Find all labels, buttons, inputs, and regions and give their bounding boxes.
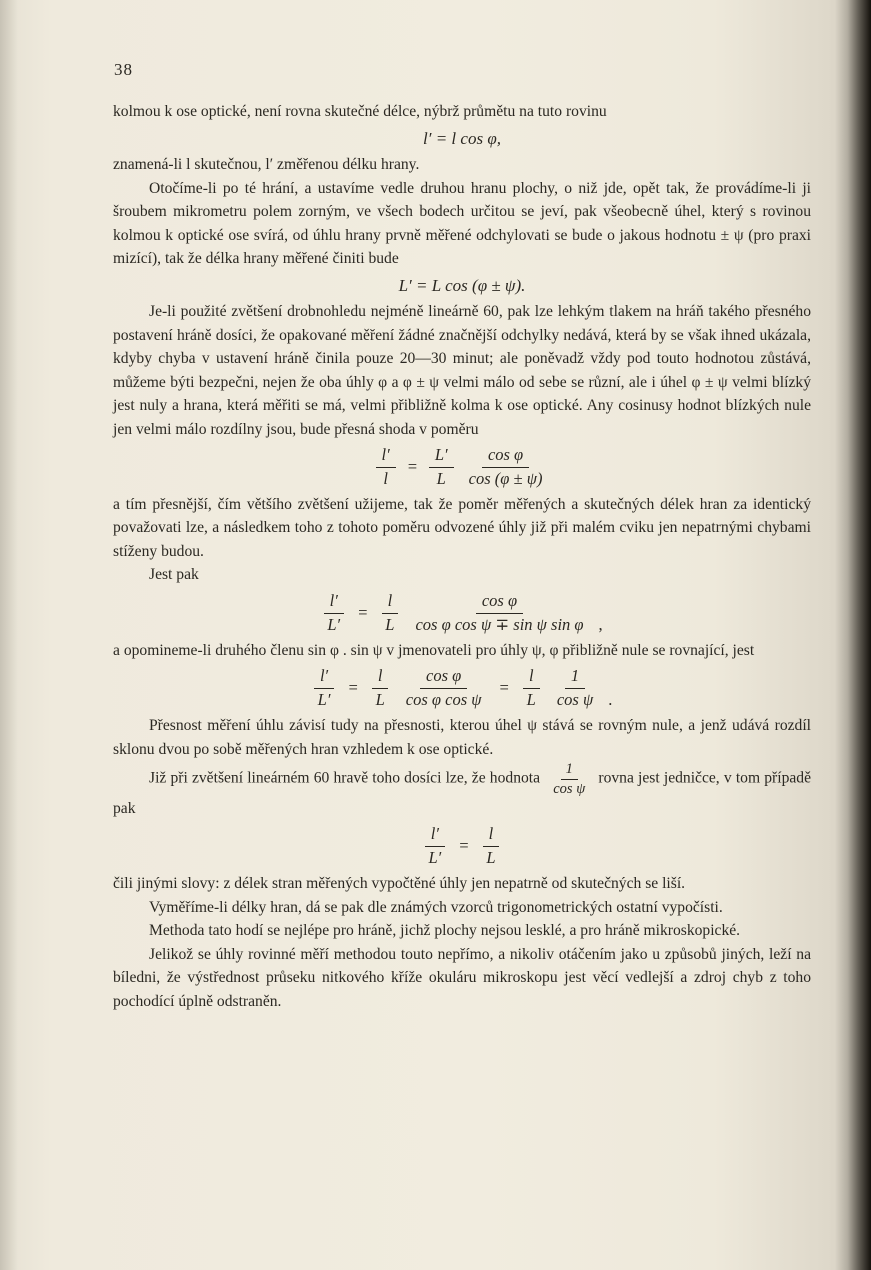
fraction: $\frac{l'}{l}$ (376, 446, 396, 489)
fraction: $\frac{l}{L}$ (521, 667, 542, 710)
paragraph: čili jinými slovy: z délek stran měřených vypočtěné úhly jen nepatrně od skutečných se liší. (113, 875, 686, 893)
paragraph (113, 761, 811, 820)
equals-sign: = (406, 456, 418, 476)
formula-punctuation: . (608, 690, 613, 710)
paragraph: Methoda tato hodí se nejlépe pro hráně, jichž plochy nejsou lesklé, a pro hráně mikroskopické. (149, 922, 741, 940)
fraction: $\frac{\text{cos φ}}{\text{cos φ cos ψ ∓ sin ψ sin φ}}$ (415, 590, 584, 634)
formula-simplified (113, 667, 811, 710)
paragraph: Otočíme-li po té hrání, a ustavíme vedle druhou hranu plochy, o niž jde, opět tak, že provádíme-li ji šroubem mikrometru polem zorným, ve všech bodech určitou se jeví, pak všeobecně úhel, který s rovinou kolmou k optické ose svírá, od úhlu hrany prvně měřené odchylovati se bude o jakous hodnotu ± ψ (pro praxi mizící), tak že délka hrany měřené činiti bude (113, 179, 811, 267)
page-left-edge-shadow (0, 0, 18, 1270)
page-content (113, 100, 811, 1013)
paragraph: Jest pak (149, 566, 199, 584)
paragraph: Vyměříme-li délky hran, dá se pak dle známých vzorců trigonometrických ostatní vypočísti. (149, 898, 723, 916)
paragraph: Je-li použité zvětšení drobnohledu nejméně lineárně 60, pak lze lehkým tlakem na hráň takého přesného postavení hráně dosíci, že opakované měření žádné značnější odchylky nedává, která by se však ihned ukázala, kdyby chyba v ustavení hráně činila pouze 20—30 minut; ale poněvadž vždy pod touto hodnotou zůstává, můžeme býti bezpečni, nejen že oba úhly φ a φ ± ψ velmi málo od sebe se různí, ale i úhel φ ± ψ velmi blízký jest nuly a hrana, která měřiti se má, velmi přibližně kolma k ose optické. Any cosinusy hodnot blízkých nule jen velmi málo rozdílny jsou, bude přesná shoda v poměru (113, 303, 811, 438)
fraction: $\frac{l}{L}$ (379, 592, 400, 635)
paragraph: a opomineme-li druhého členu sin φ . sin ψ v jmenovateli pro úhly ψ, φ přibližně nule se rovnající, jest (113, 641, 755, 659)
fraction: $\frac{l}{L}$ (480, 825, 501, 868)
fraction: $\frac{l'}{L'}$ (422, 825, 447, 868)
equals-sign: = (498, 678, 510, 698)
equals-sign: = (347, 678, 359, 698)
paragraph: Jelikož se úhly rovinné měří methodou touto nepřímo, a nikoliv otáčením jako u způsobů jiných, leží na bíledni, že výstřednost průseku nitkového kříže okuláru mikroskopu jest věcí vedlejší a zdroj chyb z toho pochodící úplně odstraněn. (113, 945, 811, 1010)
fraction: $\frac{1}{\text{cos ψ}}$ (556, 666, 594, 710)
paragraph: kolmou k ose optické, není rovna skutečné délce, nýbrž průmětu na tuto rovinu (113, 103, 607, 120)
paragraph-text: rovna jest jedničce, v tom případě pak (113, 769, 812, 817)
book-binding-shadow (835, 0, 871, 1270)
fraction: $\frac{l'}{L'}$ (321, 592, 346, 635)
fraction: $\frac{\text{cos φ}}{\text{cos φ cos ψ}}$ (405, 666, 482, 710)
page-number: 38 (114, 60, 133, 79)
formula-punctuation: , (598, 614, 603, 634)
formula-ratio-cosines (113, 446, 811, 489)
formula-L-cos-phi-psi: L′ = L cos (φ ± ψ). (398, 275, 526, 295)
fraction: $\frac{L'}{L}$ (429, 446, 454, 489)
paragraph: a tím přesnější, čím většího zvětšení užijeme, tak že poměr měřených a skutečných délek hran za identický považovati lze, a následkem toho z tohoto poměru odvozené úhly již při malém cviku jen nepatrnými chybami stíženy budou. (113, 495, 811, 560)
formula-final-ratio (113, 825, 811, 868)
fraction: $\frac{l'}{L'}$ (312, 667, 337, 710)
paragraph: znamená-li l skutečnou, l′ změřenou délku hrany. (113, 156, 420, 173)
equals-sign: = (357, 602, 369, 622)
paragraph-text: Již při zvětšení lineárném 60 hravě toho dosíci lze, že hodnota (149, 769, 541, 787)
paragraph: Přesnost měření úhlu závisí tudy na přesnosti, kterou úhel ψ stává se rovným nule, a jenž udává rozdíl sklonu dvou po sobě měřených hran vzhledem k ose optické. (113, 717, 811, 758)
formula-cos-expansion (113, 592, 811, 635)
inline-fraction: $\frac{1}{\text{cos ψ}}$ (553, 761, 586, 797)
fraction: $\frac{\text{cos φ}}{\cos (\varphi \pm \psi)}$ (468, 445, 543, 488)
fraction: $\frac{l}{L}$ (370, 667, 391, 710)
equals-sign: = (458, 836, 470, 856)
formula-l-cos-phi: l′ = l cos φ, (423, 128, 501, 148)
